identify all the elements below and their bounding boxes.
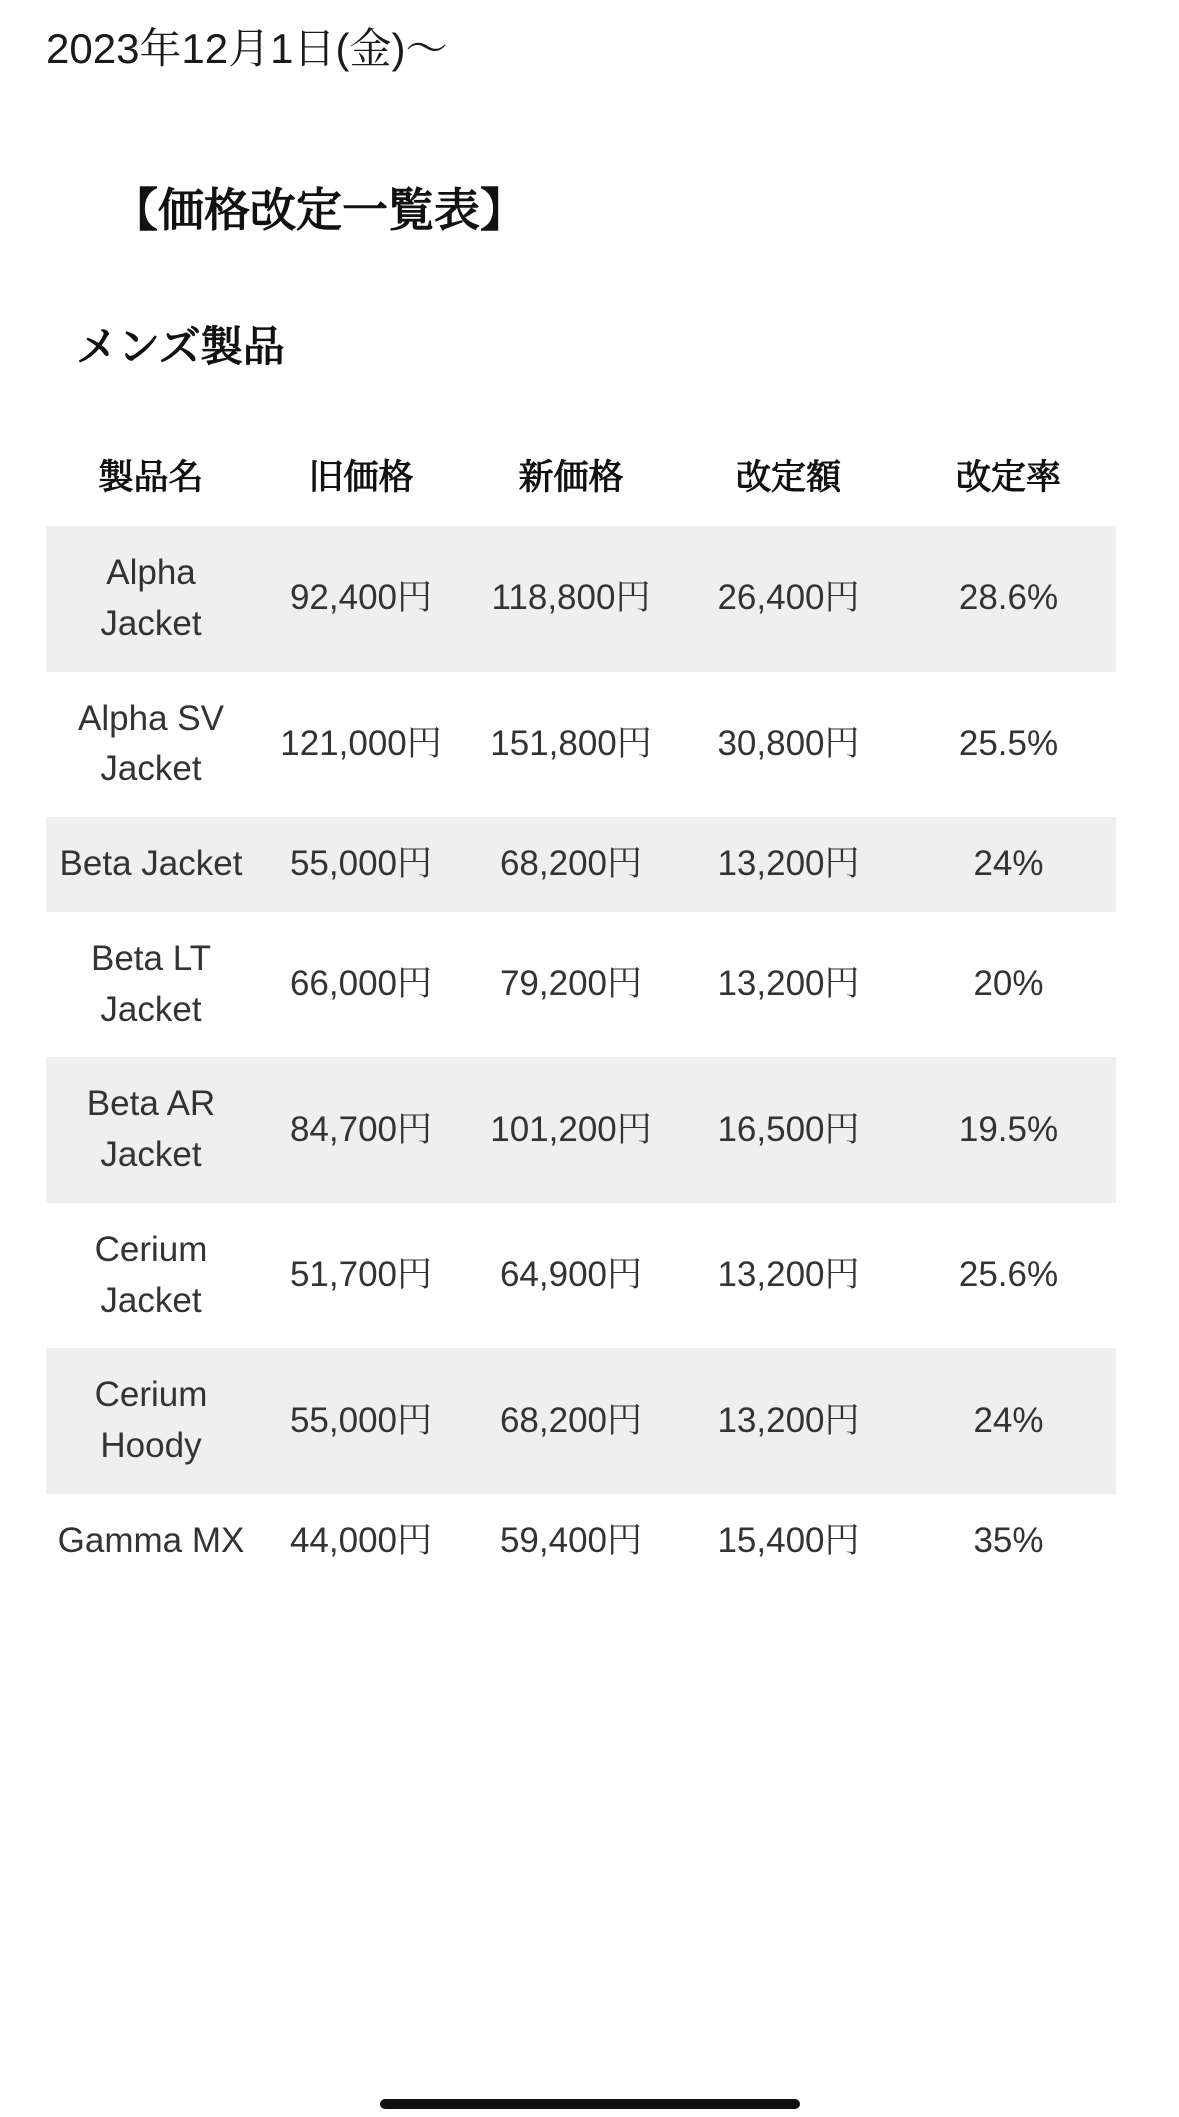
cell-product-name: Cerium Jacket [46, 1203, 256, 1349]
cell-product-name: Beta Jacket [46, 817, 256, 912]
cell-rate: 19.5% [901, 1057, 1116, 1203]
cell-difference: 15,400円 [676, 1494, 901, 1589]
cell-rate: 25.5% [901, 672, 1116, 818]
table-row [46, 1494, 1116, 1589]
column-header-rate: 改定率 [901, 430, 1116, 526]
section-heading-mens: メンズ製品 [76, 323, 285, 370]
column-header-difference: 改定額 [676, 430, 901, 526]
cell-difference: 16,500円 [676, 1057, 901, 1203]
cell-old-price: 51,700円 [256, 1203, 466, 1349]
cell-old-price: 66,000円 [256, 912, 466, 1058]
cell-difference: 13,200円 [676, 1348, 901, 1494]
table-row [46, 1348, 1116, 1494]
cell-product-name: Alpha SV Jacket [46, 672, 256, 818]
cell-rate: 25.6% [901, 1203, 1116, 1349]
cell-rate: 35% [901, 1494, 1116, 1589]
column-header-product-name: 製品名 [46, 430, 256, 526]
cell-product-name: Gamma MX [46, 1494, 256, 1589]
cell-new-price: 68,200円 [466, 1348, 676, 1494]
cell-difference: 13,200円 [676, 817, 901, 912]
table-row [46, 672, 1116, 818]
cell-new-price: 79,200円 [466, 912, 676, 1058]
table-header [46, 430, 1116, 526]
table-row [46, 817, 1116, 912]
table-row [46, 1057, 1116, 1203]
column-header-new-price: 新価格 [466, 430, 676, 526]
cell-new-price: 59,400円 [466, 1494, 676, 1589]
table-body [46, 526, 1116, 1589]
cell-old-price: 92,400円 [256, 526, 466, 672]
cell-rate: 20% [901, 912, 1116, 1058]
bottom-bar [0, 2091, 1179, 2117]
cell-old-price: 84,700円 [256, 1057, 466, 1203]
cell-new-price: 64,900円 [466, 1203, 676, 1349]
cell-old-price: 121,000円 [256, 672, 466, 818]
cell-product-name: Cerium Hoody [46, 1348, 256, 1494]
home-indicator[interactable] [380, 2099, 800, 2109]
page-title: 【価格改定一覧表】 [112, 184, 526, 236]
cell-rate: 24% [901, 817, 1116, 912]
cell-old-price: 55,000円 [256, 817, 466, 912]
cell-product-name: Alpha Jacket [46, 526, 256, 672]
table-row [46, 912, 1116, 1058]
cell-rate: 24% [901, 1348, 1116, 1494]
cell-difference: 13,200円 [676, 912, 901, 1058]
cell-difference: 13,200円 [676, 1203, 901, 1349]
column-header-old-price: 旧価格 [256, 430, 466, 526]
table-row [46, 526, 1116, 672]
cell-product-name: Beta LT Jacket [46, 912, 256, 1058]
cell-rate: 28.6% [901, 526, 1116, 672]
cell-new-price: 68,200円 [466, 817, 676, 912]
cell-product-name: Beta AR Jacket [46, 1057, 256, 1203]
cell-new-price: 101,200円 [466, 1057, 676, 1203]
table-header-row [46, 430, 1116, 526]
cell-difference: 26,400円 [676, 526, 901, 672]
cell-difference: 30,800円 [676, 672, 901, 818]
price-revision-table-container [46, 430, 1116, 1589]
cell-old-price: 55,000円 [256, 1348, 466, 1494]
cell-new-price: 118,800円 [466, 526, 676, 672]
effective-date-line: 2023年12月1日(金)〜 [46, 25, 448, 72]
table-row [46, 1203, 1116, 1349]
cell-old-price: 44,000円 [256, 1494, 466, 1589]
cell-new-price: 151,800円 [466, 672, 676, 818]
price-revision-table [46, 430, 1116, 1589]
